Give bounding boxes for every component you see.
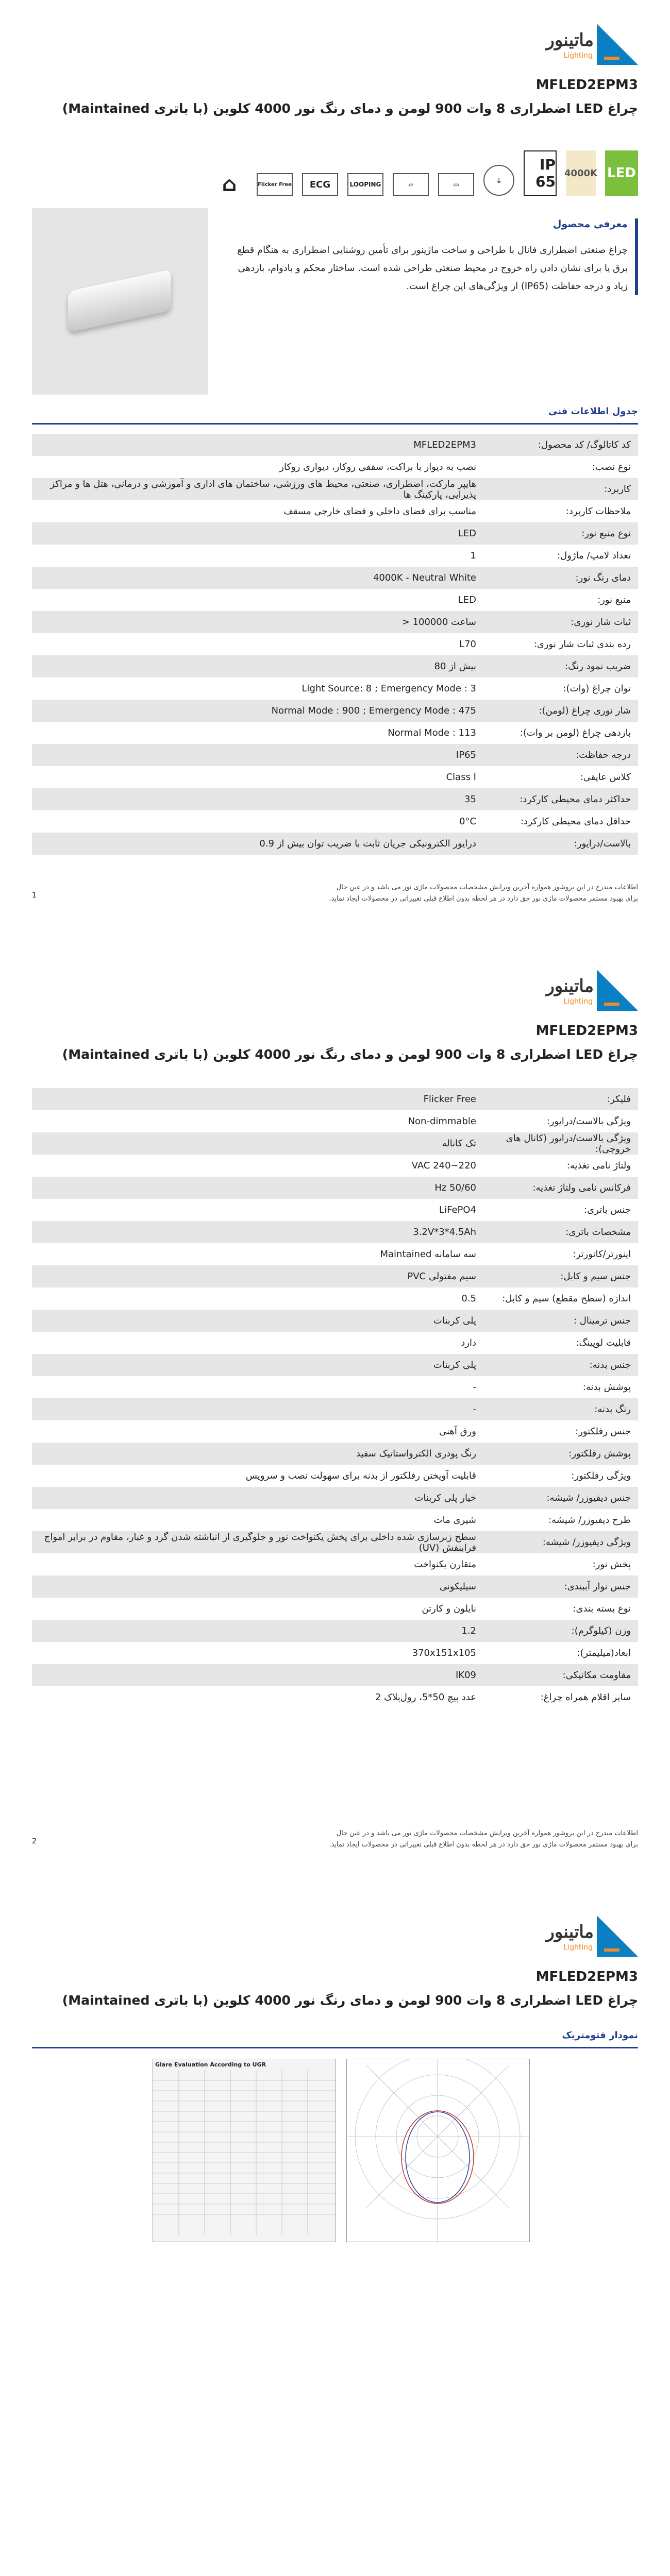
spec-value: LED — [458, 595, 476, 605]
spec-row — [32, 833, 638, 855]
intro-text: چراغ صنعتی اضطراری فانال با طراحی و ساخت ماژینور برای تأمین روشنایی اضطراری به هنگام قطع برق یا برای نشان دادن راه خروج در محیط صنعتی طراحی شده است. ساختار محکم و بادوام، بازدهی زیاد و درجه حفاظت (IP65) از ویژگی‌های این چراغ است. — [237, 245, 628, 292]
spec-value: پلی کربنات — [32, 1354, 483, 1376]
spec-value: LED — [32, 522, 483, 545]
spec-row — [32, 1243, 638, 1265]
color-temp-icon: 4000K — [566, 150, 596, 196]
spec-row — [32, 1664, 638, 1686]
spec-row — [32, 1132, 638, 1155]
spec-value: رنگ پودری الکترواستاتیک سفید — [32, 1443, 483, 1465]
glare-table: Glare Evaluation According to UGR — [153, 2059, 336, 2242]
spec-value: عدد پیچ 50*5، رول‌پلاک 2 — [375, 1692, 476, 1703]
spec-row — [32, 655, 638, 677]
spec-row — [32, 1575, 638, 1598]
footer: اطلاعات مندرج در این بروشور همواره آخرین ویرایش مشخصات محصولات ماژی نور می باشد و در عین حال برای بهبود مستمر محصولات ماژی نور حق دارد در هر لحظه بدون اطلاع قبلی تغییراتی در محصولات ایجاد نماید. — [329, 1829, 638, 1849]
product-image — [32, 208, 208, 395]
page-2 — [0, 946, 670, 1892]
spec-value: ورق آهنی — [439, 1426, 476, 1437]
spec-value: خیار پلی کربنات — [32, 1487, 483, 1509]
spec-label: جنس ترمینال : — [483, 1310, 638, 1332]
spec-label: ویژگی دیفیوزر/ شیشه: — [483, 1531, 638, 1553]
spec-label: جنس دیفیوزر/ شیشه: — [483, 1487, 638, 1509]
spec-value: Normal Mode : 113 — [388, 727, 476, 738]
spec-label: تعداد لامپ/ ماژول: — [557, 550, 631, 561]
spec-label: سایر اقلام همراه چراغ: — [540, 1692, 631, 1703]
fixture-mount-icon: ▱ — [393, 173, 429, 196]
spec-label: نوع بسته بندی: — [573, 1603, 631, 1614]
spec-row — [32, 1598, 638, 1620]
polar-diagram — [346, 2059, 530, 2242]
spec-row — [32, 788, 638, 810]
spec-label: جنس رفلکتور: — [575, 1426, 631, 1437]
intro-section — [226, 218, 638, 295]
spec-value: 1 — [470, 550, 476, 561]
spec-label: مشخصات باتری: — [483, 1221, 638, 1243]
spec-row — [32, 1443, 638, 1465]
spec-row — [32, 1398, 638, 1420]
spec-label: اندازه (سطح مقطع) سیم و کابل: — [502, 1293, 631, 1304]
spec-row — [32, 1420, 638, 1443]
spec-label: طرح دیفیوزر/ شیشه: — [548, 1515, 631, 1526]
spec-row — [32, 1376, 638, 1398]
spec-label: کد کاتالوگ/ کد محصول: — [483, 434, 638, 456]
spec-value: شیری مات — [433, 1515, 476, 1526]
spec-row — [32, 810, 638, 833]
spec-label: ویژگی رفلکتور: — [571, 1470, 631, 1481]
spec-label: پوشش رفلکتور: — [483, 1443, 638, 1465]
spec-row — [32, 1265, 638, 1287]
spec-label: بالاست/درایور: — [483, 833, 638, 855]
brand-logo — [540, 970, 638, 1012]
spec-label: درجه حفاظت: — [483, 744, 638, 766]
spec-value: مناسب برای فضای داخلی و فضای خارجی مسقف — [283, 506, 476, 517]
spec-row — [32, 633, 638, 655]
product-code: MFLED2EPM3 — [535, 1023, 638, 1039]
logo-mark-icon — [597, 24, 638, 65]
spec-row — [32, 1642, 638, 1664]
spec-row — [32, 722, 638, 744]
spec-label: وزن (کیلوگرم): — [483, 1620, 638, 1642]
spec-label: دمای رنگ نور: — [483, 567, 638, 589]
spec-value: ساعت 100000 < — [32, 611, 483, 633]
spec-label: جنس بدنه: — [483, 1354, 638, 1376]
ip-rating-icon: IP 65 — [524, 150, 557, 196]
spec-value: 3.2V*3*4.5Ah — [32, 1221, 483, 1243]
spec-label: پخش نور: — [592, 1559, 631, 1570]
spec-label: ضریب نمود رنگ: — [483, 655, 638, 677]
product-code: MFLED2EPM3 — [535, 77, 638, 93]
brand-logo — [540, 24, 638, 66]
spec-row — [32, 1221, 638, 1243]
spec-row — [32, 1509, 638, 1531]
spec-value: - — [473, 1382, 476, 1393]
spec-row — [32, 567, 638, 589]
product-title: چراغ LED اضطراری 8 وات 900 لومن و دمای رنگ نور 4000 کلوین (با باتری Maintained) — [62, 101, 638, 116]
spec-row — [32, 1155, 638, 1177]
spec-label: توان چراغ (وات): — [563, 683, 631, 694]
spec-value: Normal Mode : 900 ; Emergency Mode : 475 — [32, 700, 483, 722]
logo-mark-icon — [597, 970, 638, 1011]
spec-row — [32, 1110, 638, 1132]
spec-row — [32, 545, 638, 567]
spec-row — [32, 1310, 638, 1332]
flicker-free-icon: Flicker Free — [257, 173, 293, 196]
spec-label: جنس باتری: — [584, 1205, 631, 1215]
spec-value: 50/60 Hz — [32, 1177, 483, 1199]
spec-label: کلاس عایقی: — [580, 772, 631, 783]
spec-value: متقارن یکنواخت — [414, 1559, 476, 1570]
spec-row — [32, 1686, 638, 1708]
spec-row — [32, 1088, 638, 1110]
spec-value: MFLED2EPM3 — [32, 434, 483, 456]
spec-row — [32, 1177, 638, 1199]
product-code: MFLED2EPM3 — [535, 1969, 638, 1985]
spec-value: - — [32, 1398, 483, 1420]
spec-row — [32, 478, 638, 500]
spec-value: 35 — [32, 788, 483, 810]
spec-label: ملاحظات کاربرد: — [565, 506, 631, 517]
spec-value: LiFePO4 — [439, 1205, 476, 1215]
spec-value: 1.2 — [32, 1620, 483, 1642]
spec-label: ولتاژ نامی تغذیه: — [566, 1160, 631, 1171]
spec-value: سیلیکونی — [32, 1575, 483, 1598]
spec-label: فرکانس نامی ولتاژ تغذیه: — [483, 1177, 638, 1199]
spec-label: پوشش بدنه: — [582, 1382, 631, 1393]
spec-value: IK09 — [32, 1664, 483, 1686]
spec-value: 4000K - Neutral White — [32, 567, 483, 589]
spec-label: کاربرد: — [483, 478, 638, 500]
spec-label: قابلیت لوپینگ: — [576, 1337, 631, 1348]
spec-heading: جدول اطلاعات فنی — [32, 406, 638, 425]
spec-label: حداکثر دمای محیطی کارکرد: — [483, 788, 638, 810]
spec-label: فلیکر: — [483, 1088, 638, 1110]
page-number: 1 — [32, 891, 37, 900]
spec-value: بیش از 80 — [32, 655, 483, 677]
spec-value: 220~240 VAC — [411, 1160, 476, 1171]
spec-label: بازدهی چراغ (لومن بر وات): — [520, 727, 631, 738]
spec-row — [32, 589, 638, 611]
spec-label: جنس نوار آببندی: — [483, 1575, 638, 1598]
brand-logo — [540, 1916, 638, 1958]
spec-value: دارد — [461, 1337, 476, 1348]
spec-value: L70 — [459, 639, 476, 650]
spec-row — [32, 1287, 638, 1310]
spec-value: سطح زبرسازی شده داخلی برای پخش یکنواخت نور و جلوگیری از انباشته شدن گرد و غبار، مقاوم در برابر امواج فرابنفش (UV) — [32, 1531, 483, 1553]
spec-value: هایپر مارکت، اضطراری، صنعتی، محیط های ورزشی، ساختمان های اداری و آموزشی و درمانی، هتل ها و مراکز پذیرایی، پارکینگ ها — [32, 478, 483, 500]
spec-label: رنگ بدنه: — [483, 1398, 638, 1420]
spec-value: درایور الکترونیکی جریان ثابت با ضریب توان بیش از 0.9 — [32, 833, 483, 855]
product-title: چراغ LED اضطراری 8 وات 900 لومن و دمای رنگ نور 4000 کلوین (با باتری Maintained) — [62, 1047, 638, 1062]
spec-row — [32, 456, 638, 478]
intro-heading: معرفی محصول — [552, 218, 628, 230]
ecg-icon: ECG — [302, 173, 338, 196]
spec-label: ویژگی بالاست/درایور: — [546, 1116, 631, 1127]
spec-value: نایلون و کارتن — [422, 1603, 476, 1614]
glare-grid — [153, 2070, 336, 2235]
brand-name: ماتینور — [546, 1922, 594, 1942]
spec-value: Light Source: 8 ; Emergency Mode : 3 — [301, 683, 476, 694]
spec-row — [32, 1332, 638, 1354]
spec-row — [32, 1487, 638, 1509]
brand-sub: Lighting — [563, 997, 593, 1006]
spec-label: ابعاد(میلیمتر): — [577, 1648, 631, 1658]
led-icon: LED — [605, 150, 638, 196]
spec-label: اینورتر/کانورتر: — [573, 1249, 631, 1260]
spec-row — [32, 500, 638, 522]
spec-row — [32, 1354, 638, 1376]
spec-label: حداقل دمای محیطی کارکرد: — [521, 816, 631, 827]
looping-icon: LOOPING — [347, 173, 383, 196]
spec-row — [32, 1531, 638, 1553]
polar-curve — [346, 2059, 529, 2243]
spec-value: Class I — [446, 772, 476, 783]
spec-label: ویژگی بالاست/درایور (کانال های خروجی): — [483, 1132, 638, 1155]
spec-label: نوع نصب: — [592, 462, 631, 472]
spec-row — [32, 1465, 638, 1487]
spec-row — [32, 766, 638, 788]
spec-label: مقاومت مکانیکی: — [483, 1664, 638, 1686]
brand-sub: Lighting — [563, 52, 593, 60]
spec-row — [32, 611, 638, 633]
spec-label: جنس سیم و کابل: — [483, 1265, 638, 1287]
fixture-icon: ▭ — [438, 173, 474, 196]
page-number: 2 — [32, 1837, 37, 1845]
spec-value: IP65 — [32, 744, 483, 766]
page-1 — [0, 0, 670, 946]
product-title: چراغ LED اضطراری 8 وات 900 لومن و دمای رنگ نور 4000 کلوین (با باتری Maintained) — [62, 1993, 638, 2008]
brand-name: ماتینور — [546, 976, 594, 996]
spec-row — [32, 522, 638, 545]
spec-label: شار نوری چراغ (لومن): — [483, 700, 638, 722]
spec-label: منبع نور: — [597, 595, 631, 605]
brand-name: ماتینور — [546, 30, 594, 50]
spec-row — [32, 1553, 638, 1575]
spec-label: رده بندی ثبات شار نوری: — [533, 639, 631, 650]
spec-value: Flicker Free — [32, 1088, 483, 1110]
page-3 — [0, 1892, 670, 2576]
spec-value: Non-dimmable — [408, 1116, 476, 1127]
spec-value: 0.5 — [461, 1293, 476, 1304]
spec-label: ثبات شار نوری: — [483, 611, 638, 633]
brand-sub: Lighting — [563, 1943, 593, 1952]
spec-value: 370x151x105 — [412, 1648, 476, 1658]
spec-value: پلی کربنات — [32, 1310, 483, 1332]
logo-mark-icon — [597, 1916, 638, 1957]
spec-table-2 — [32, 1088, 638, 1708]
house-icon: ⌂ — [222, 173, 237, 196]
spec-row — [32, 744, 638, 766]
footer: اطلاعات مندرج در این بروشور همواره آخرین ویرایش مشخصات محصولات ماژی نور می باشد و در عین حال برای بهبود مستمر محصولات ماژی نور حق دارد در هر لحظه بدون اطلاع قبلی تغییراتی در محصولات ایجاد نماید. — [329, 883, 638, 903]
spec-label: نوع منبع نور: — [483, 522, 638, 545]
photometric-heading: نمودار فتومتریک — [32, 2030, 638, 2048]
spec-row — [32, 677, 638, 700]
feature-icons — [211, 150, 638, 196]
spec-value: سه سامانه Maintained — [380, 1249, 476, 1260]
spec-value: 0°C — [459, 816, 476, 827]
spec-value: سیم مفتولی PVC — [32, 1265, 483, 1287]
spec-row — [32, 700, 638, 722]
spec-row — [32, 434, 638, 456]
spec-value: نصب به دیوار با براکت، سقفی روکار، دیواری روکار — [279, 462, 476, 472]
spec-table-1 — [32, 434, 638, 855]
spec-row — [32, 1199, 638, 1221]
spec-row — [32, 1620, 638, 1642]
ground-icon: ⏚ — [483, 165, 514, 196]
spec-value: قابلیت آویختن رفلکتور از بدنه برای سهولت نصب و سرویس — [245, 1470, 476, 1481]
spec-value: تک کاناله — [32, 1132, 483, 1155]
